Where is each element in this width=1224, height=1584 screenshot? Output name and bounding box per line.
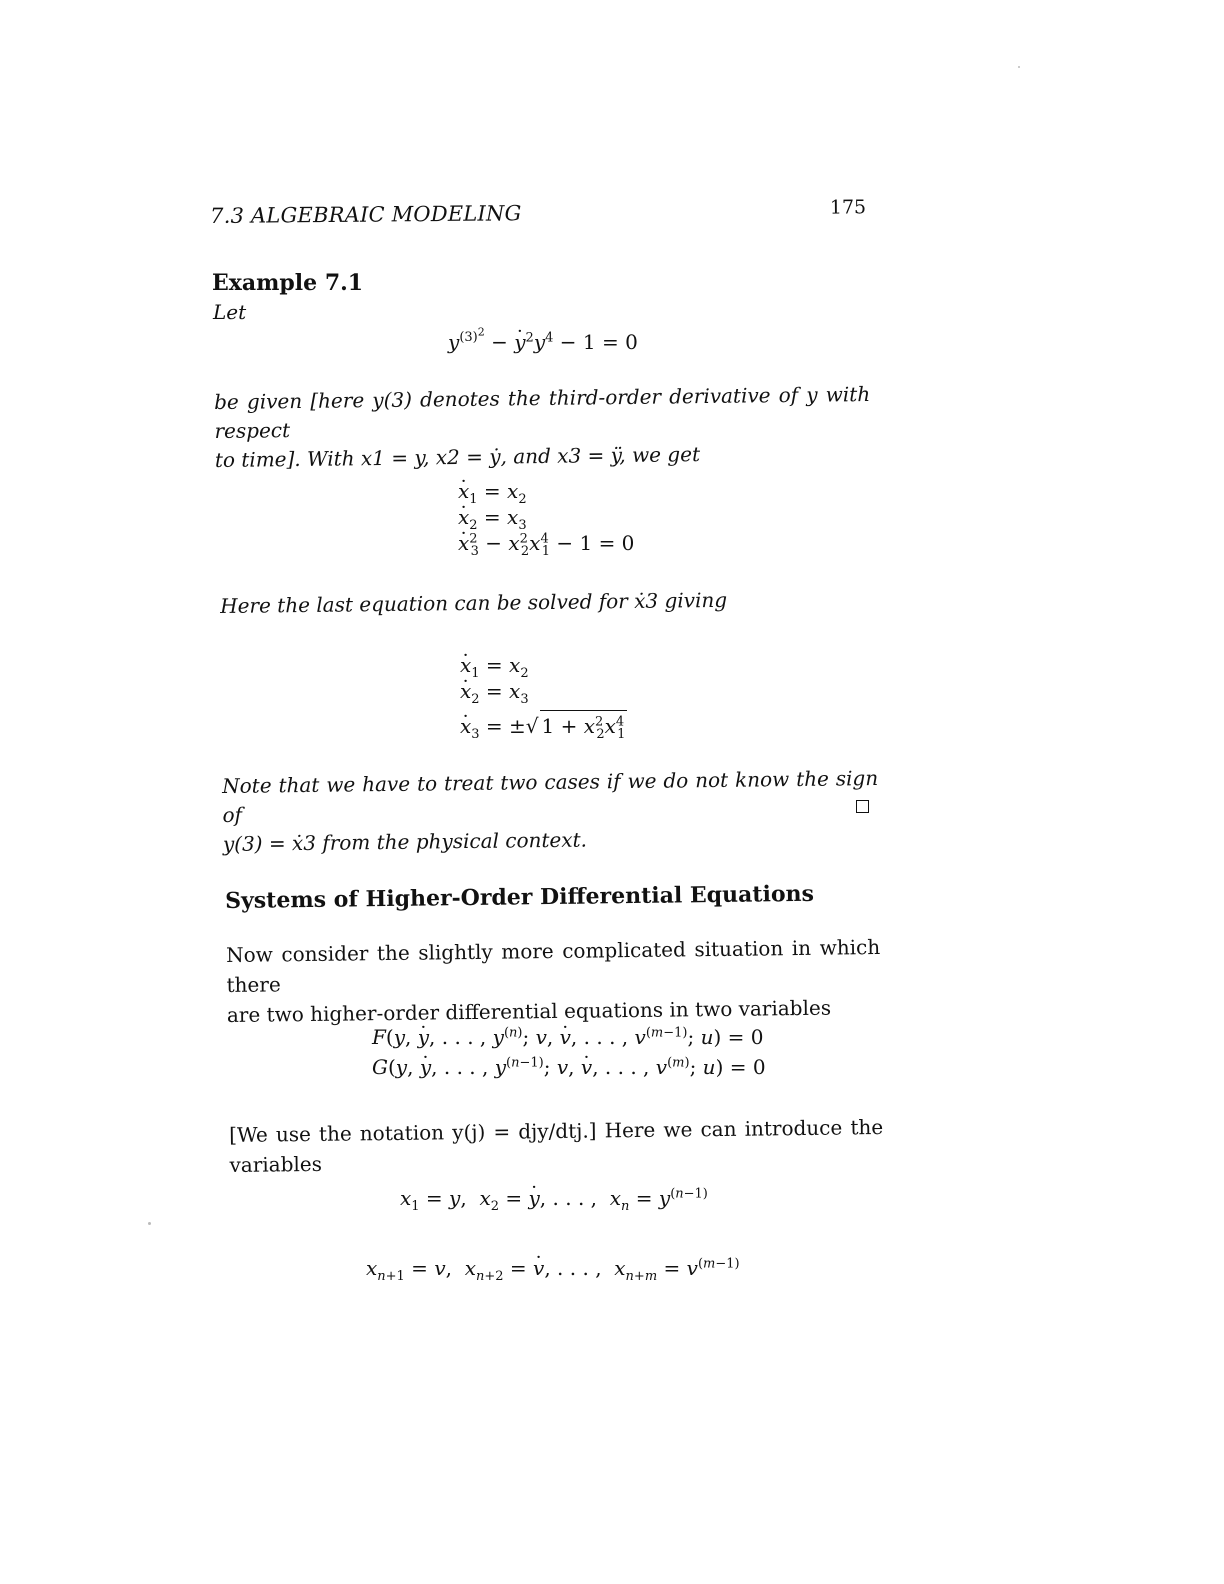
text-line: are two higher-order differential equations in two variables <box>226 995 832 1027</box>
equation-system-2: · $x_1 = x_2$ · $x_2 = x_3$ · $x_3$ = ±√ $1 + x^2_2x^4_1$ <box>460 652 627 736</box>
equation-main: $y^{(3)^2}$ − · $y^2y^4 - 1 = 0$ <box>448 330 638 354</box>
section-heading: Systems of Higher-Order Differential Equations <box>225 880 815 914</box>
example-title: Example 7.1 <box>212 270 364 296</box>
text-line: to time]. With x1 = y, x2 = ẏ, and x3 = ÿ, we get <box>214 442 701 472</box>
text-line: [We use the notation y(j) = djy/dtj.] Here we can introduce the <box>229 1115 884 1147</box>
text-line: Now consider the slightly more complicated situation in which there <box>226 935 881 997</box>
running-head: 7.3 ALGEBRAIC MODELING <box>210 201 522 228</box>
equation-system-1: · $x_1 = x_2$ · $x_2 = x_3$ · $x^2_3 - x^2_2x^4_1 - 1 = 0$ <box>458 478 634 556</box>
text-line: variables <box>229 1151 323 1177</box>
section-paragraph-2 <box>229 1112 884 1180</box>
section-paragraph-1 <box>226 932 881 1030</box>
page-header <box>210 196 866 236</box>
text-line: y(3) = ẋ3 from the physical context. <box>222 827 588 856</box>
page-number: 175 <box>829 196 867 219</box>
variables-equation-1: $x_1 = y$, $x_2$ = · y, . . . , $x_n = y^{(n-1)}$ <box>400 1186 708 1210</box>
text-line: be given [here y(3) denotes the third-order derivative of y with respect <box>214 381 871 443</box>
variables-equation-2: $x_{n+1} = v$, $x_{n+2}$ = · v, . . . , $x_{n+m} = v^{(m-1)}$ <box>366 1256 740 1280</box>
example-let: Let <box>213 300 247 324</box>
scan-speck <box>148 1222 151 1225</box>
example-paragraph-3 <box>222 764 879 859</box>
example-paragraph-1 <box>214 380 871 475</box>
scan-speck <box>1018 66 1020 68</box>
example-paragraph-2: Here the last equation can be solved for ẋ3 giving <box>220 587 728 618</box>
qed-square-icon <box>856 800 869 813</box>
equation-system-3: F(y, · y, . . . , $y^{(n)}$; v, · v, . . . , $v^{(m-1)}$; u) = 0 G(y, · y, . . . , $y^{(n-1)}$; v, · v, . . . , $v^{(m)}$; u) = 0 <box>372 1022 766 1082</box>
text-line: Note that we have to treat two cases if we do not know the sign of <box>222 765 879 827</box>
